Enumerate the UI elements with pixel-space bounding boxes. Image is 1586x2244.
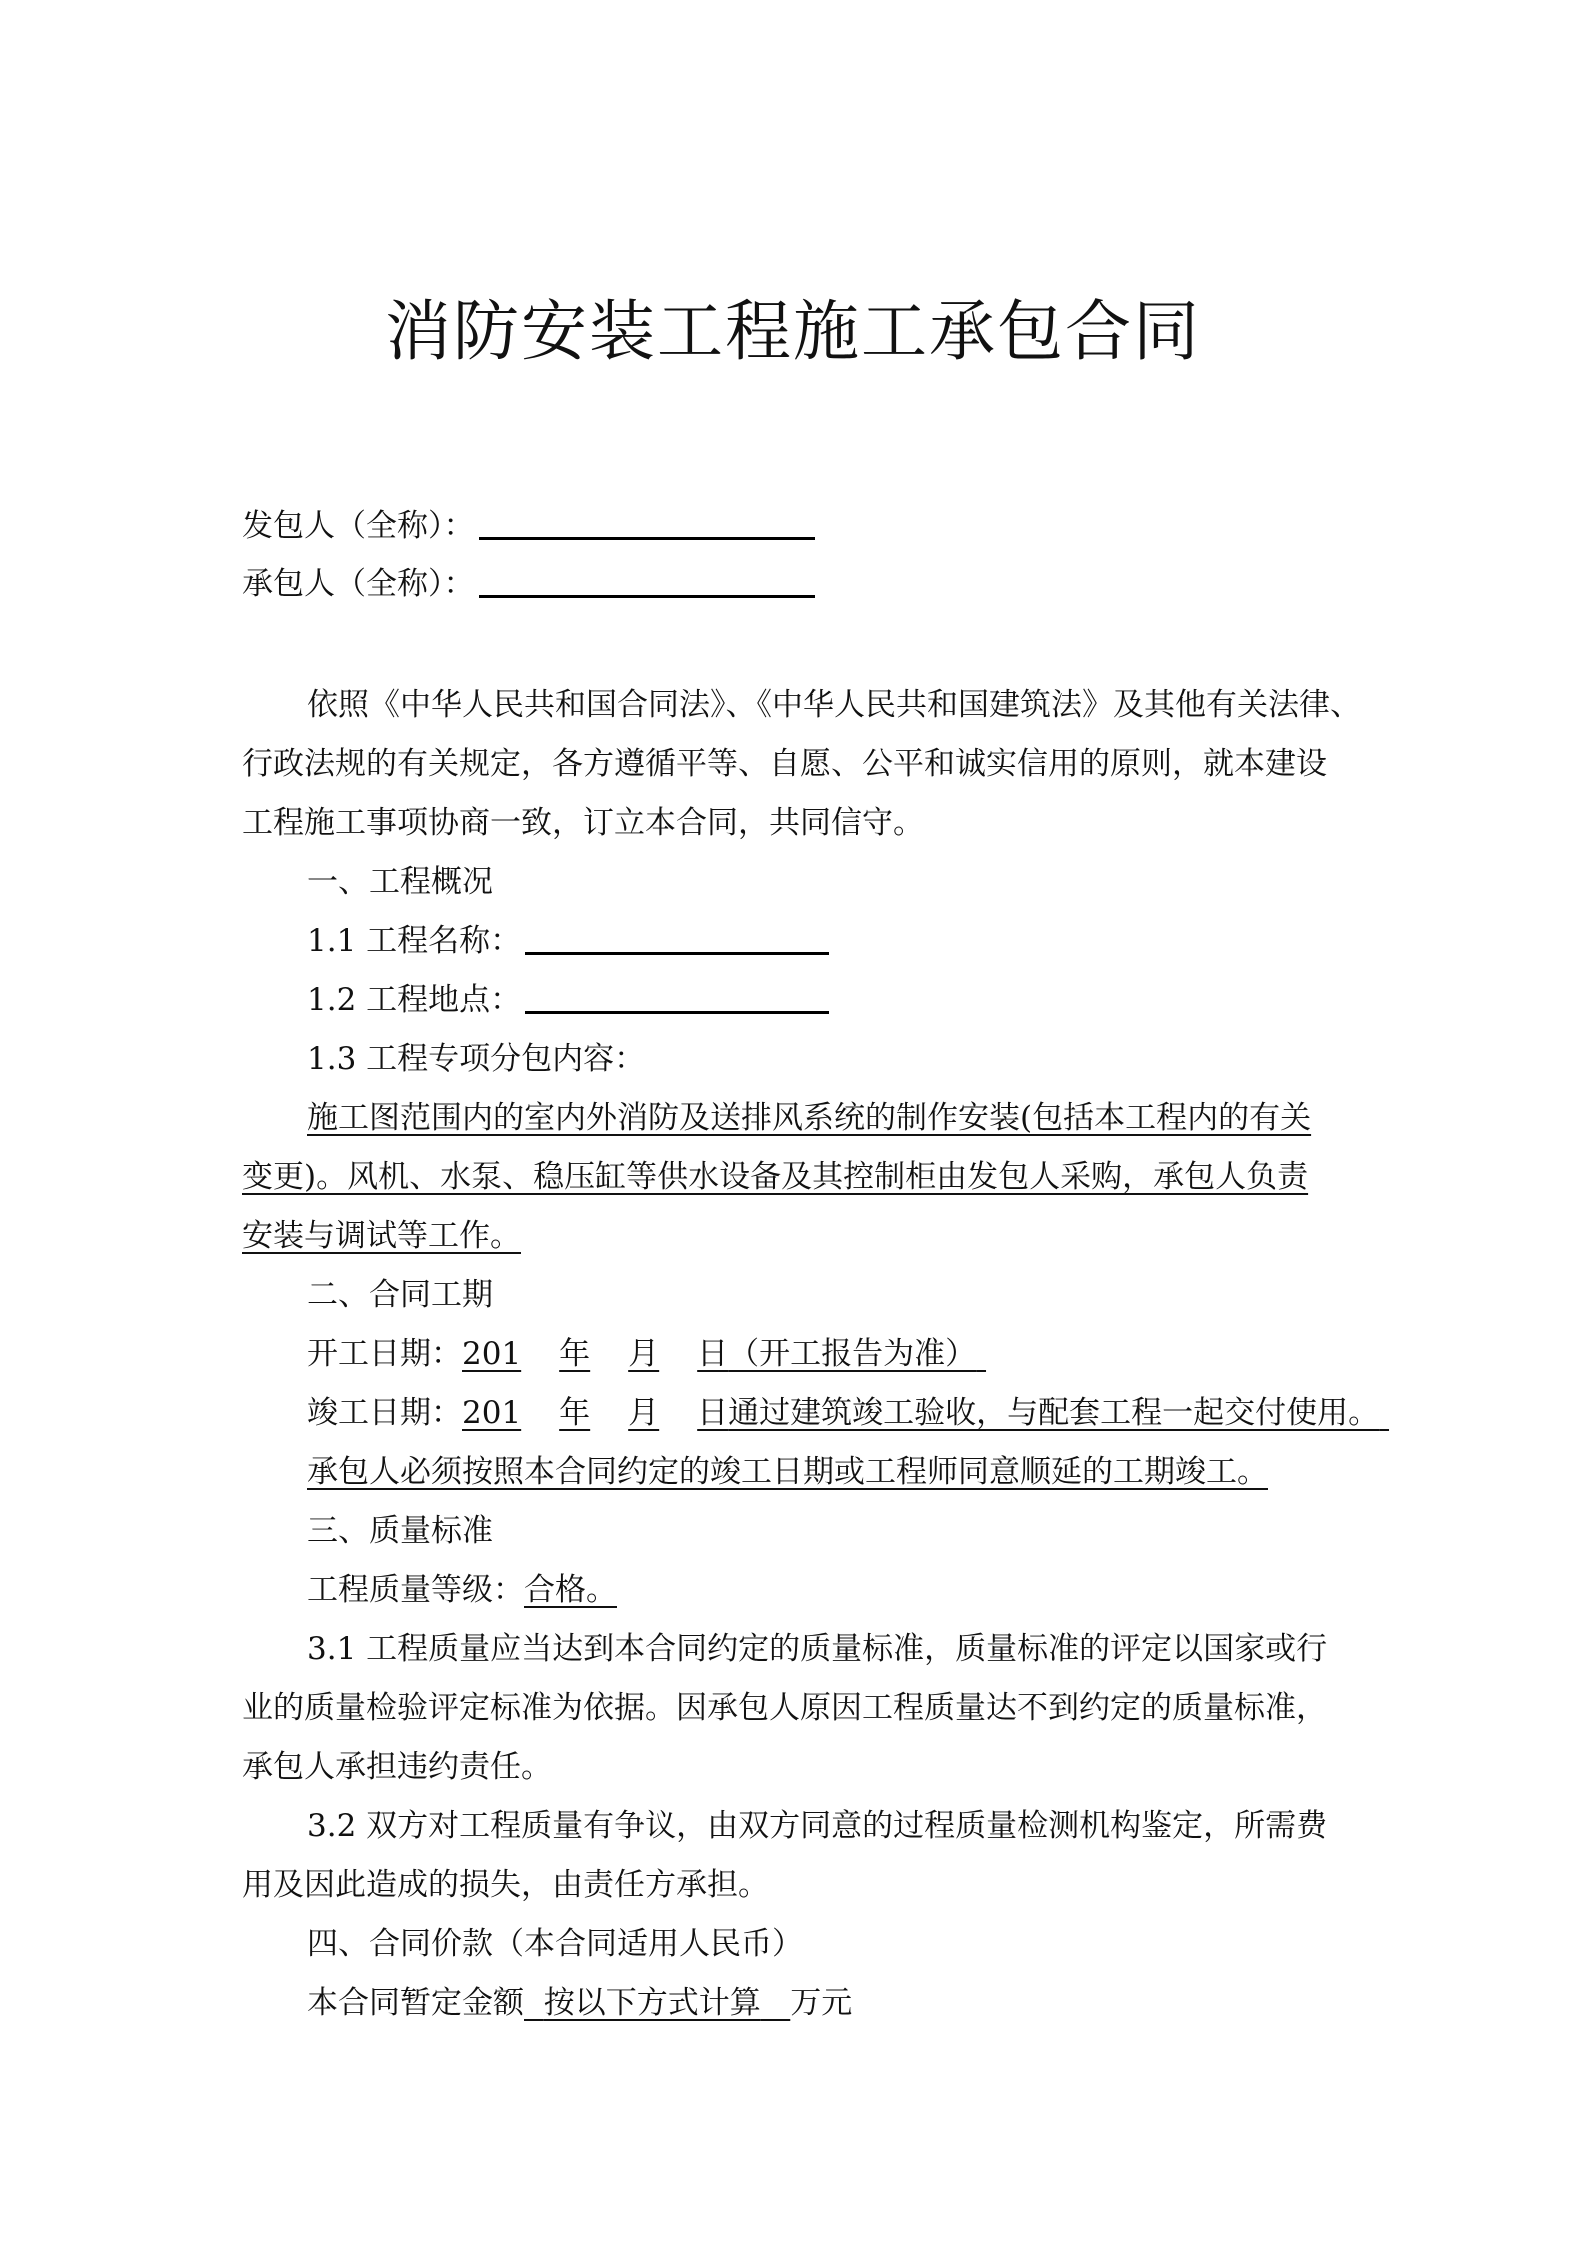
employer-blank[interactable] [479,501,815,540]
preamble-line: 依照《中华人民共和国合同法》、《中华人民共和国建筑法》及其他有关法律、 [307,687,1361,723]
preamble-line: 工程施工事项协商一致，订立本合同，共同信守。 [242,805,924,841]
scope-line: 安装与调试等工作。 [242,1218,521,1254]
project-location-blank[interactable] [525,975,829,1014]
section1-heading: 一、工程概况 [307,864,493,900]
clause-3-1: 承包人承担违约责任。 [242,1749,552,1785]
quality-grade-label: 工程质量等级： [307,1572,524,1608]
clause-3-2: 3.2 双方对工程质量有争议，由双方同意的过程质量检测机构鉴定，所需费 [307,1808,1328,1844]
employer-line [242,497,1362,556]
contract-amount-value[interactable]: 按以下方式计算 [543,1985,761,2021]
clause-3-2: 用及因此造成的损失，由责任方承担。 [242,1867,769,1903]
clause-3-1: 业的质量检验评定标准为依据。因承包人原因工程质量达不到约定的质量标准， [242,1690,1327,1726]
project-name-blank[interactable] [525,916,829,955]
scope-line: 施工图范围内的室内外消防及送排风系统的制作安装(包括本工程内的有关 [307,1100,1312,1136]
contract-amount-line [307,1974,1427,2033]
project-location-line [307,971,1427,1030]
quality-grade-value[interactable]: 合格。 [524,1572,617,1608]
contractor-label: 承包人（全称）： [242,566,475,602]
clause-3-1: 3.1 工程质量应当达到本合同约定的质量标准，质量标准的评定以国家或行 [307,1631,1328,1667]
project-name-label: 1.1 工程名称： [307,923,522,959]
project-location-label: 1.2 工程地点： [307,982,522,1018]
preamble-line: 行政法规的有关规定，各方遵循平等、自愿、公平和诚实信用的原则，就本建设 [242,746,1327,782]
scope-line: 变更)。风机、水泵、稳压缸等供水设备及其控制柜由发包人采购，承包人负责 [242,1159,1309,1195]
end-date-label: 竣工日期： [307,1395,462,1431]
end-date-line [307,1384,1427,1443]
start-date-line [307,1325,1427,1384]
employer-label: 发包人（全称）： [242,508,475,544]
section2-heading: 二、合同工期 [307,1277,493,1313]
scope-label: 1.3 工程专项分包内容： [307,1041,646,1077]
start-date-label: 开工日期： [307,1336,462,1372]
end-date-note: 承包人必须按照本合同约定的竣工日期或工程师同意顺延的工期竣工。 [307,1454,1268,1490]
start-date-value[interactable]: 201 年 月 日（开工报告为准） [462,1336,977,1372]
contract-amount-unit: 万元 [790,1985,853,2021]
contract-amount-label: 本合同暂定金额 [307,1985,524,2021]
quality-grade-line [307,1561,1427,1620]
end-date-value[interactable]: 201 年 月 日通过建筑竣工验收，与配套工程一起交付使用。 [462,1395,1380,1431]
contractor-line [242,555,1362,614]
contractor-blank[interactable] [479,559,815,598]
section3-heading: 三、质量标准 [307,1513,493,1549]
document-title: 消防安装工程施工承包合同 [385,293,1201,370]
project-name-line [307,912,1427,971]
section4-heading: 四、合同价款（本合同适用人民币） [307,1926,803,1962]
